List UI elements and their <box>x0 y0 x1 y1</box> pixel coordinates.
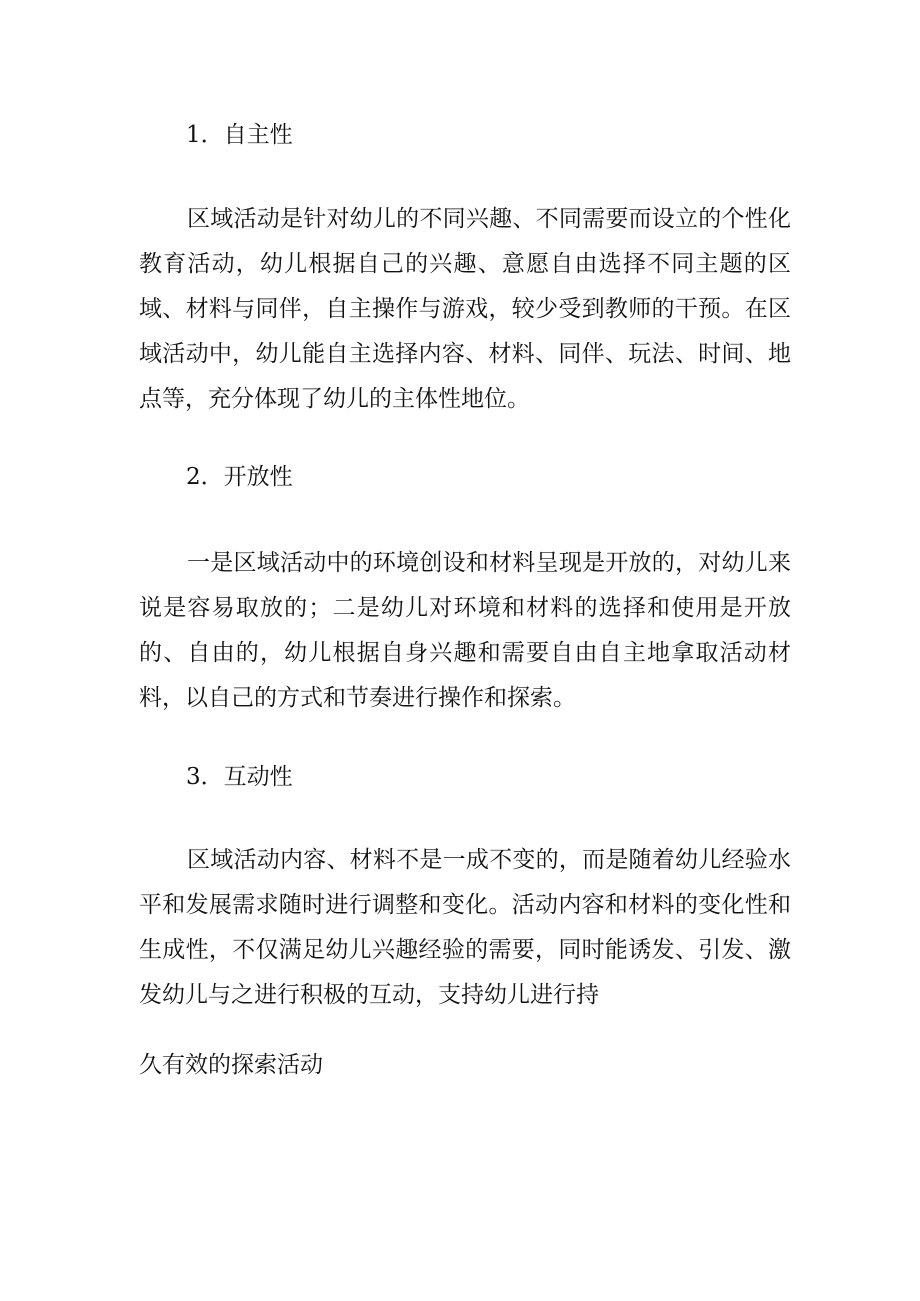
section-heading-interactivity: 3．互动性 <box>186 764 293 790</box>
section-paragraph-openness: 一是区域活动中的环境创设和材料呈现是开放的，对幼儿来说是容易取放的；二是幼儿对环境和材料的选择和使用是开放的、自由的，幼儿根据自身兴趣和需要自由自主地拿取活动材料，以自己的方式和节奏进行操作和探索。 <box>139 550 791 711</box>
section-paragraph-autonomy: 区域活动是针对幼儿的不同兴趣、不同需要而设立的个性化教育活动，幼儿根据自己的兴趣、意愿自由选择不同主题的区域、材料与同伴，自主操作与游戏，较少受到教师的干预。在区域活动中，幼儿能自主选择内容、材料、同伴、玩法、时间、地点等，充分体现了幼儿的主体性地位。 <box>139 206 791 412</box>
section-paragraph-interactivity: 区域活动内容、材料不是一成不变的，而是随着幼儿经验水平和发展需求随时进行调整和变化。活动内容和材料的变化性和生成性，不仅满足幼儿兴趣经验的需要，同时能诱发、引发、激发幼儿与之进行积极的互动，支持幼儿进行持 <box>139 847 791 1008</box>
section-heading-openness: 2．开放性 <box>186 464 293 490</box>
trailing-text-line: 久有效的探索活动 <box>139 1052 323 1078</box>
section-heading-autonomy: 1．自主性 <box>186 122 293 148</box>
